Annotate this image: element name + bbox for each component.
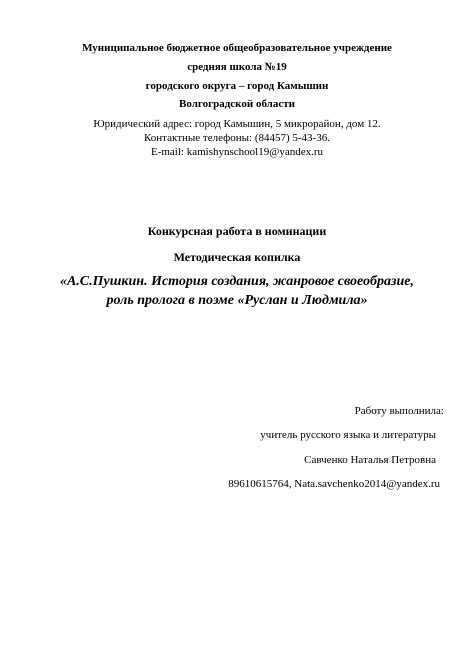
author-position: учитель русского языка и литературы xyxy=(260,429,436,441)
school-number: средняя школа №19 xyxy=(187,61,287,73)
work-topic-line-2: роль пролога в поэме «Руслан и Людмила» xyxy=(106,293,368,308)
legal-address: Юридический адрес: город Камышин, 5 микрорайон, дом 12. xyxy=(93,118,381,130)
nomination-category: Методическая копилка xyxy=(173,250,301,264)
performed-by-label: Работу выполнила: xyxy=(354,405,444,417)
author-contact: 89610615764, Nata.savchenko2014@yandex.ru xyxy=(228,478,440,490)
contact-phones: Контактные телефоны: (84457) 5-43-36. xyxy=(144,132,330,144)
author-name: Савченко Наталья Петровна xyxy=(304,454,436,466)
city-district: городского округа – город Камышин xyxy=(145,80,329,92)
nomination-title: Конкурсная работа в номинации xyxy=(147,224,327,238)
institution-name: Муниципальное бюджетное общеобразовательное учреждение xyxy=(82,42,392,54)
contact-email: E-mail: kamishynschool19@yandex.ru xyxy=(150,146,324,158)
region: Волгоградской области xyxy=(179,98,295,110)
work-topic-line-1: «А.С.Пушкин. История создания, жанровое своеобразие, xyxy=(59,274,415,289)
